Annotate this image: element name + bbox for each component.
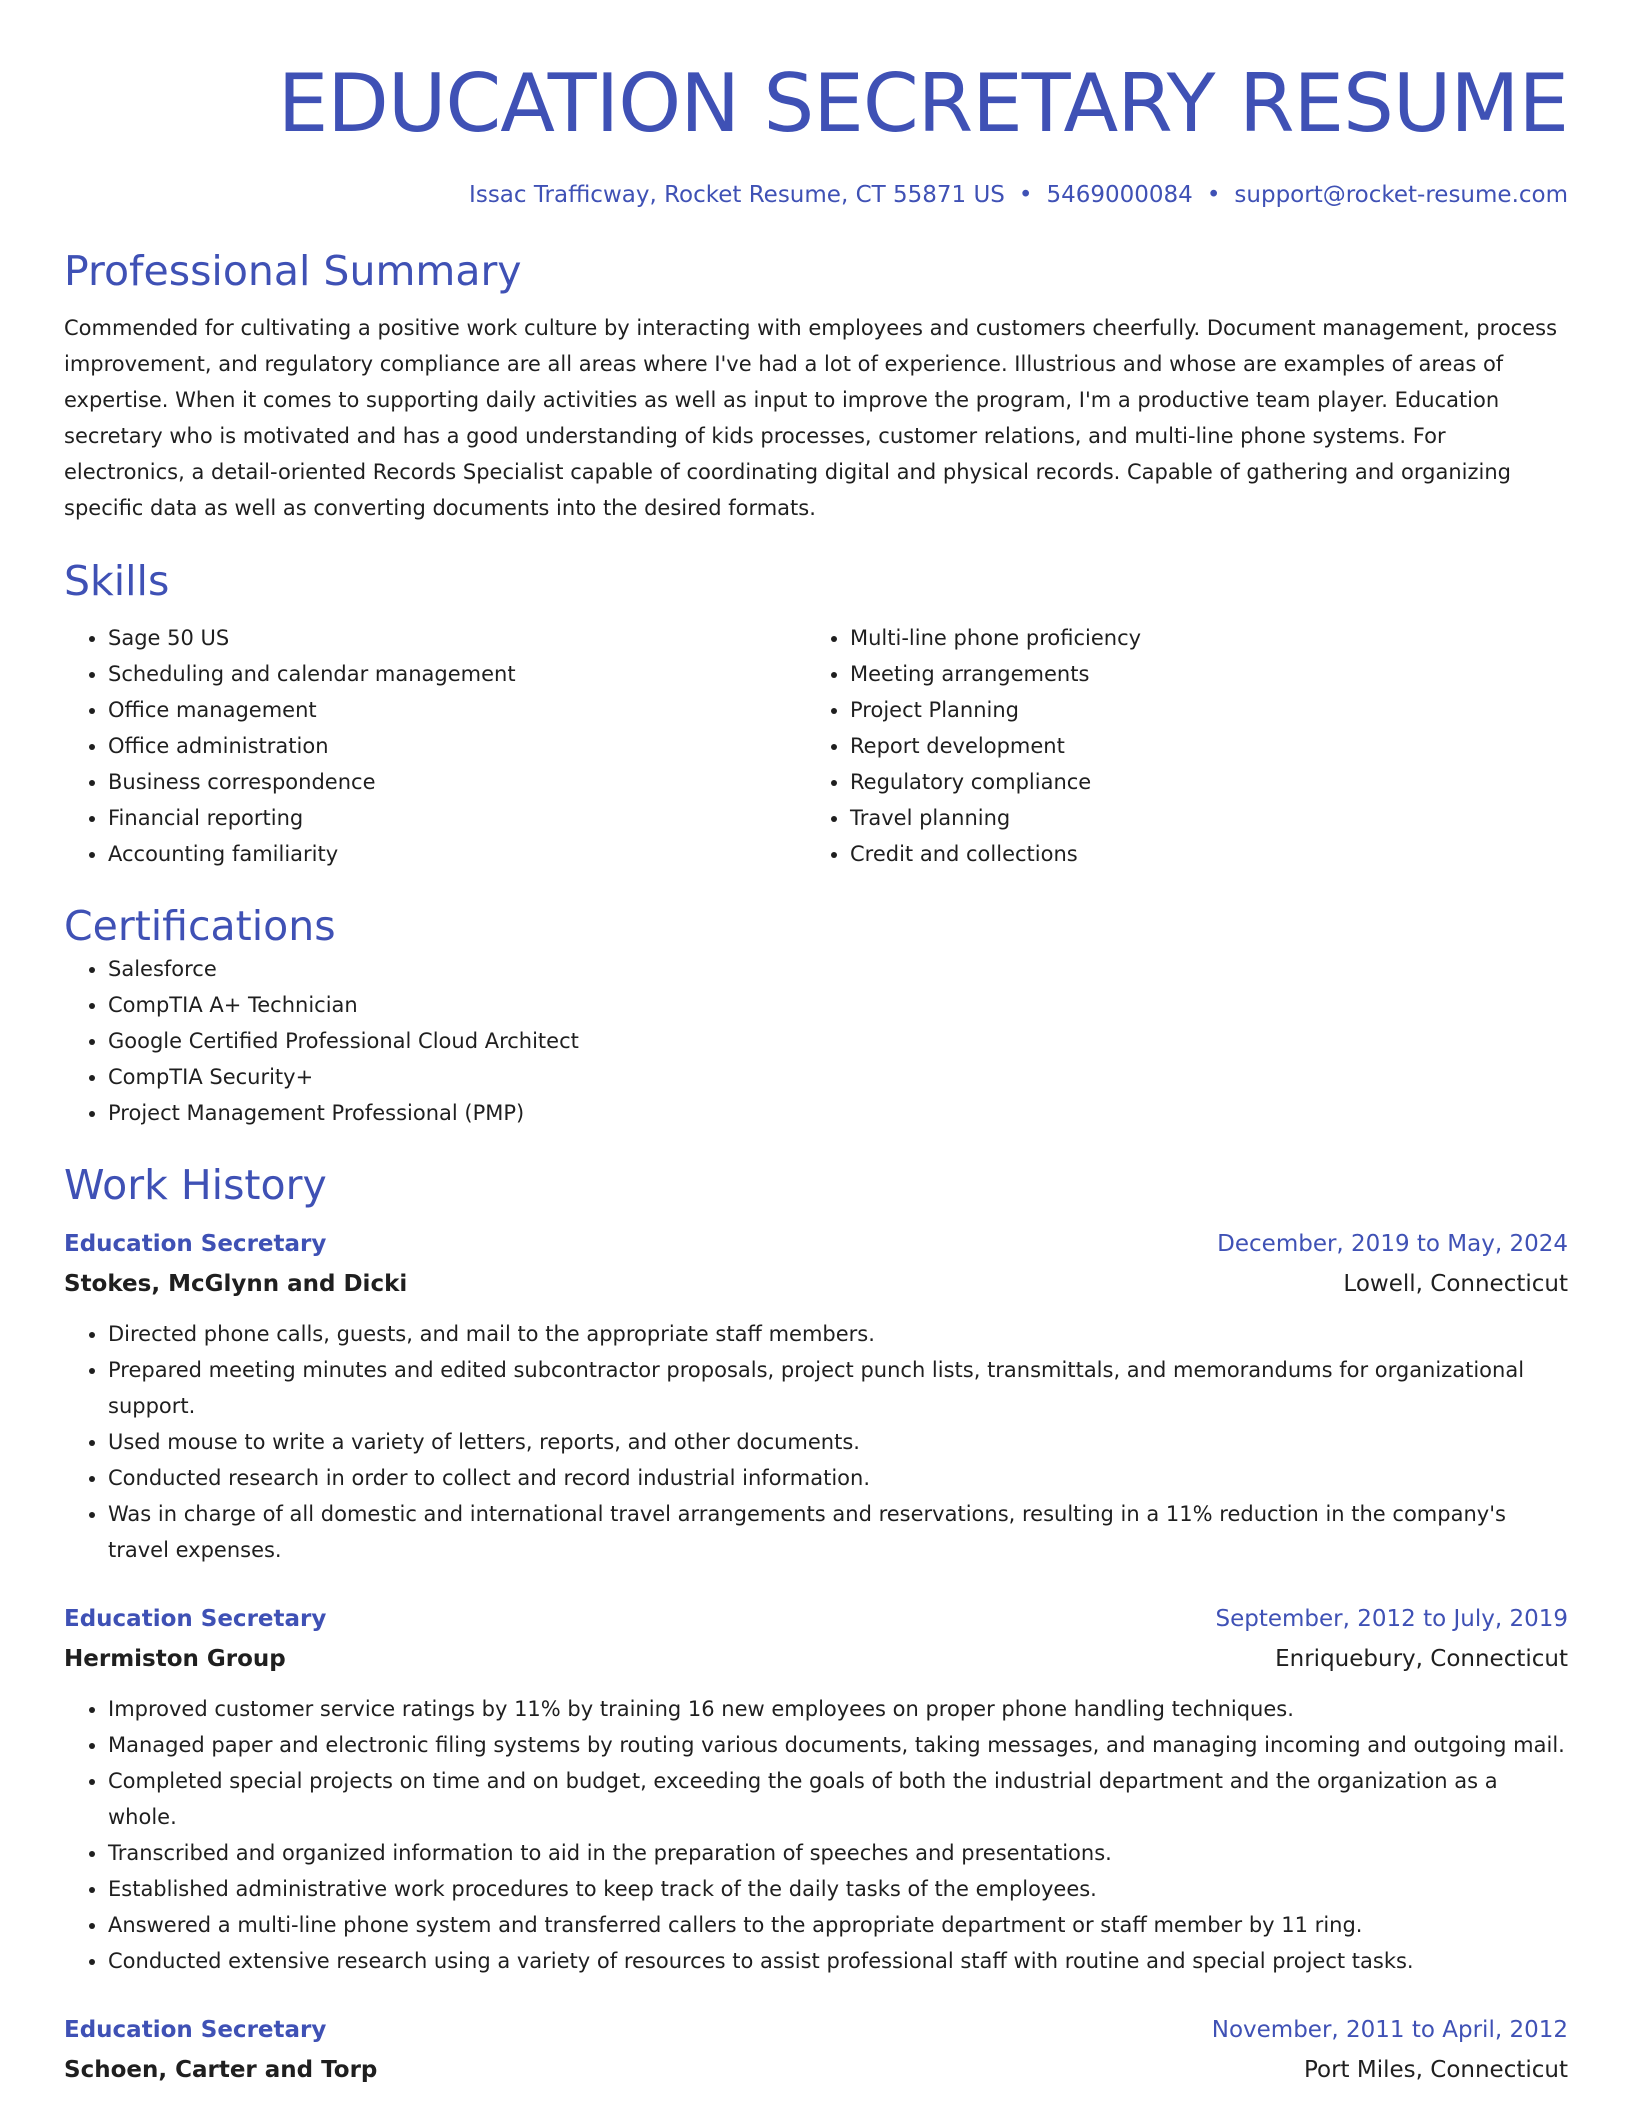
job-position: Education Secretary xyxy=(64,1606,327,1632)
skill-item: • Business correspondence xyxy=(108,764,806,800)
job-duties xyxy=(64,1691,1568,1979)
skill-item: • Multi-line phone proficiency xyxy=(850,620,1548,656)
job-employer-row xyxy=(64,1264,1568,1304)
job-entry xyxy=(64,2010,1568,2090)
skills-list xyxy=(64,620,1568,872)
job-employer-row xyxy=(64,2050,1568,2090)
certification-item: • Google Certified Professional Cloud Architect xyxy=(108,1023,1568,1059)
contact-email: support@rocket-resume.com xyxy=(1234,182,1568,208)
job-duty: • Improved customer service ratings by 11% by training 16 new employees on proper phone handling techniques. xyxy=(108,1691,1568,1727)
job-duty: • Conducted research in order to collect and record industrial information. xyxy=(108,1460,1568,1496)
job-duty: • Was in charge of all domestic and international travel arrangements and reservations, resulting in a 11% reduction in the company's travel expenses. xyxy=(108,1496,1568,1568)
job-company: Hermiston Group xyxy=(64,1646,286,1672)
job-duty: • Used mouse to write a variety of letters, reports, and other documents. xyxy=(108,1424,1568,1460)
job-company: Stokes, McGlynn and Dicki xyxy=(64,1271,408,1297)
summary-heading: Professional Summary xyxy=(64,247,522,295)
resume-page xyxy=(64,0,1568,2090)
skill-item: • Scheduling and calendar management xyxy=(108,656,806,692)
job-dates: November, 2011 to April, 2012 xyxy=(1211,2017,1568,2043)
job-duty: • Established administrative work procedures to keep track of the daily tasks of the employees. xyxy=(108,1871,1568,1907)
job-position: Education Secretary xyxy=(64,1231,327,1257)
skills-heading: Skills xyxy=(64,557,170,605)
job-duty: • Conducted extensive research using a variety of resources to assist professional staff with routine and special project tasks. xyxy=(108,1943,1568,1979)
job-header-row xyxy=(64,2010,1568,2050)
job-duty: • Prepared meeting minutes and edited subcontractor proposals, project punch lists, transmittals, and memorandums for organizational support. xyxy=(108,1352,1568,1424)
skill-item: • Sage 50 US xyxy=(108,620,806,656)
skill-item: • Project Planning xyxy=(850,692,1548,728)
certifications-heading: Certifications xyxy=(64,902,336,950)
certifications-list xyxy=(64,951,1568,1131)
job-employer-row xyxy=(64,1639,1568,1679)
skill-item: • Office administration xyxy=(108,728,806,764)
contact-address: Issac Trafficway, Rocket Resume, CT 55871 US xyxy=(469,182,1005,208)
certification-item: • Project Management Professional (PMP) xyxy=(108,1095,1568,1131)
job-entry xyxy=(64,1224,1568,1568)
skill-item: • Office management xyxy=(108,692,806,728)
certification-item: • CompTIA A+ Technician xyxy=(108,987,1568,1023)
skill-item: • Meeting arrangements xyxy=(850,656,1548,692)
skill-item: • Accounting familiarity xyxy=(108,836,806,872)
job-location: Enriquebury, Connecticut xyxy=(1275,1646,1568,1672)
contact-phone: 5469000084 xyxy=(1046,182,1193,208)
job-duty: • Directed phone calls, guests, and mail to the appropriate staff members. xyxy=(108,1316,1568,1352)
skill-item: • Travel planning xyxy=(850,800,1548,836)
job-duties xyxy=(64,1316,1568,1568)
skills-column-left xyxy=(64,620,806,872)
job-duty: • Transcribed and organized information to aid in the preparation of speeches and presentations. xyxy=(108,1835,1568,1871)
contact-separator: • xyxy=(1018,182,1033,208)
contact-line xyxy=(64,180,1568,210)
skill-item: • Regulatory compliance xyxy=(850,764,1548,800)
job-entry xyxy=(64,1599,1568,1979)
job-duty: • Completed special projects on time and on budget, exceeding the goals of both the industrial department and the organization as a whole. xyxy=(108,1763,1568,1835)
contact-separator: • xyxy=(1206,182,1221,208)
skill-item: • Financial reporting xyxy=(108,800,806,836)
certification-item: • Salesforce xyxy=(108,951,1568,987)
summary-text: Commended for cultivating a positive work culture by interacting with employees and customers cheerfully. Document management, process improvement, and regulatory compliance are all areas where I've had a lot of experience. Illustrious and whose are examples of areas of expertise. When it comes to supporting daily activities as well as input to improve the program, I'm a productive team player. Education secretary who is motivated and has a good understanding of kids processes, customer relations, and multi-line phone systems. For electronics, a detail-oriented Records Specialist capable of coordinating digital and physical records. Capable of gathering and organizing specific data as well as converting documents into the desired formats. xyxy=(64,316,1558,520)
job-duty: • Managed paper and electronic filing systems by routing various documents, taking messages, and managing incoming and outgoing mail. xyxy=(108,1727,1568,1763)
skills-column-right xyxy=(806,620,1548,872)
job-location: Port Miles, Connecticut xyxy=(1303,2057,1568,2083)
job-dates: December, 2019 to May, 2024 xyxy=(1217,1231,1568,1257)
job-header-row xyxy=(64,1224,1568,1264)
job-location: Lowell, Connecticut xyxy=(1343,1271,1568,1297)
job-company: Schoen, Carter and Torp xyxy=(64,2057,378,2083)
job-position: Education Secretary xyxy=(64,2017,327,2043)
job-duty: • Answered a multi-line phone system and transferred callers to the appropriate department or staff member by 11 ring. xyxy=(108,1907,1568,1943)
job-header-row xyxy=(64,1599,1568,1639)
job-dates: September, 2012 to July, 2019 xyxy=(1215,1606,1568,1632)
work-history-heading: Work History xyxy=(64,1161,327,1209)
resume-title: EDUCATION SECRETARY RESUME xyxy=(277,57,1568,150)
skill-item: • Report development xyxy=(850,728,1548,764)
skill-item: • Credit and collections xyxy=(850,836,1548,872)
certification-item: • CompTIA Security+ xyxy=(108,1059,1568,1095)
